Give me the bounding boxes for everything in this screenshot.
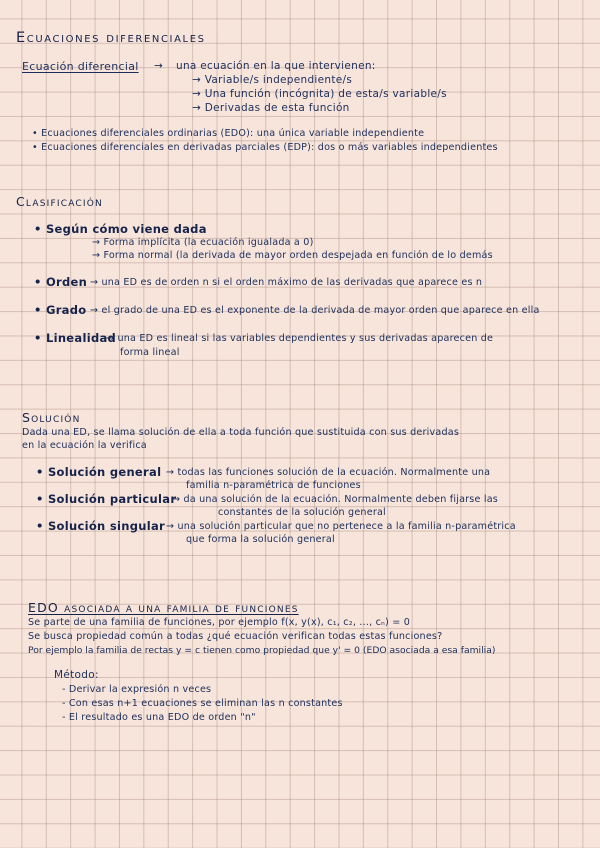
page-title: Ecuaciones diferenciales — [16, 30, 206, 46]
solucion-text: constantes de la solución general — [218, 507, 386, 518]
clasificacion-label: • Según cómo viene dada — [34, 222, 207, 236]
edp-bullet: • Ecuaciones diferenciales en derivadas parciales (EDP): dos o más variables independientes — [32, 142, 498, 153]
section-title-solucion: Solución — [22, 410, 81, 425]
clasificacion-subitem: → Forma normal (la derivada de mayor orden despejada en función de lo demás — [92, 250, 493, 261]
edo-line: Se busca propiedad común a todas ¿qué ecuación verifican todas estas funciones? — [28, 631, 443, 642]
solucion-intro: Dada una ED, se llama solución de ella a toda función que sustituida con sus derivadas — [22, 427, 460, 438]
solucion-label: • Solución particular — [36, 492, 177, 506]
clasificacion-label: • Orden — [34, 275, 88, 289]
section-title-clasificacion: Clasificación — [16, 194, 103, 209]
solucion-label: • Solución general — [36, 465, 162, 479]
definition-item: → Una función (incógnita) de esta/s variable/s — [192, 88, 447, 100]
solucion-label: • Solución singular — [36, 519, 165, 533]
clasificacion-label: • Linealidad — [34, 331, 117, 345]
clasificacion-text: → una ED es de orden n si el orden máximo de las derivadas que aparece es n — [90, 277, 483, 288]
definition-item: → Derivadas de esta función — [192, 102, 350, 114]
solucion-text: → todas las funciones solución de la ecuación. Normalmente una — [166, 467, 491, 478]
clasificacion-subitem: → Forma implícita (la ecuación igualada a 0) — [92, 237, 314, 248]
edo-bullet: • Ecuaciones diferenciales ordinarias (EDO): una única variable independiente — [32, 128, 425, 139]
clasificacion-text: forma lineal — [120, 347, 180, 358]
metodo-step: - El resultado es una EDO de orden "n" — [62, 712, 256, 723]
solucion-text: familia n-paramétrica de funciones — [186, 480, 361, 491]
definition-arrow: → — [154, 60, 164, 72]
solucion-text: que forma la solución general — [186, 534, 335, 545]
edo-line: Por ejemplo la familia de rectas y = c tienen como propiedad que y' = 0 (EDO asociada a esa familia) — [28, 645, 496, 656]
definition-text: una ecuación en la que intervienen: — [176, 60, 376, 72]
solucion-intro: en la ecuación la verifica — [22, 440, 147, 451]
edo-line: Se parte de una familia de funciones, por ejemplo f(x, y(x), c₁, c₂, ..., cₙ) = 0 — [28, 617, 411, 628]
clasificacion-text: → el grado de una ED es el exponente de la derivada de mayor orden que aparece en ella — [90, 305, 540, 316]
clasificacion-text: → una ED es lineal si las variables dependientes y sus derivadas aparecen de — [106, 333, 494, 344]
metodo-step: - Con esas n+1 ecuaciones se eliminan las n constantes — [62, 698, 343, 709]
solucion-text: → una solución particular que no pertenece a la familia n-paramétrica — [166, 521, 516, 532]
metodo-label: Método: — [54, 669, 99, 681]
definition-item: → Variable/s independiente/s — [192, 74, 353, 86]
solucion-text: → da una solución de la ecuación. Normalmente deben fijarse las — [172, 494, 499, 505]
clasificacion-label: • Grado — [34, 303, 87, 317]
metodo-step: - Derivar la expresión n veces — [62, 684, 212, 695]
section-title-edo: EDO asociada a una familia de funciones — [28, 600, 299, 615]
definition-term: Ecuación diferencial — [22, 60, 139, 73]
